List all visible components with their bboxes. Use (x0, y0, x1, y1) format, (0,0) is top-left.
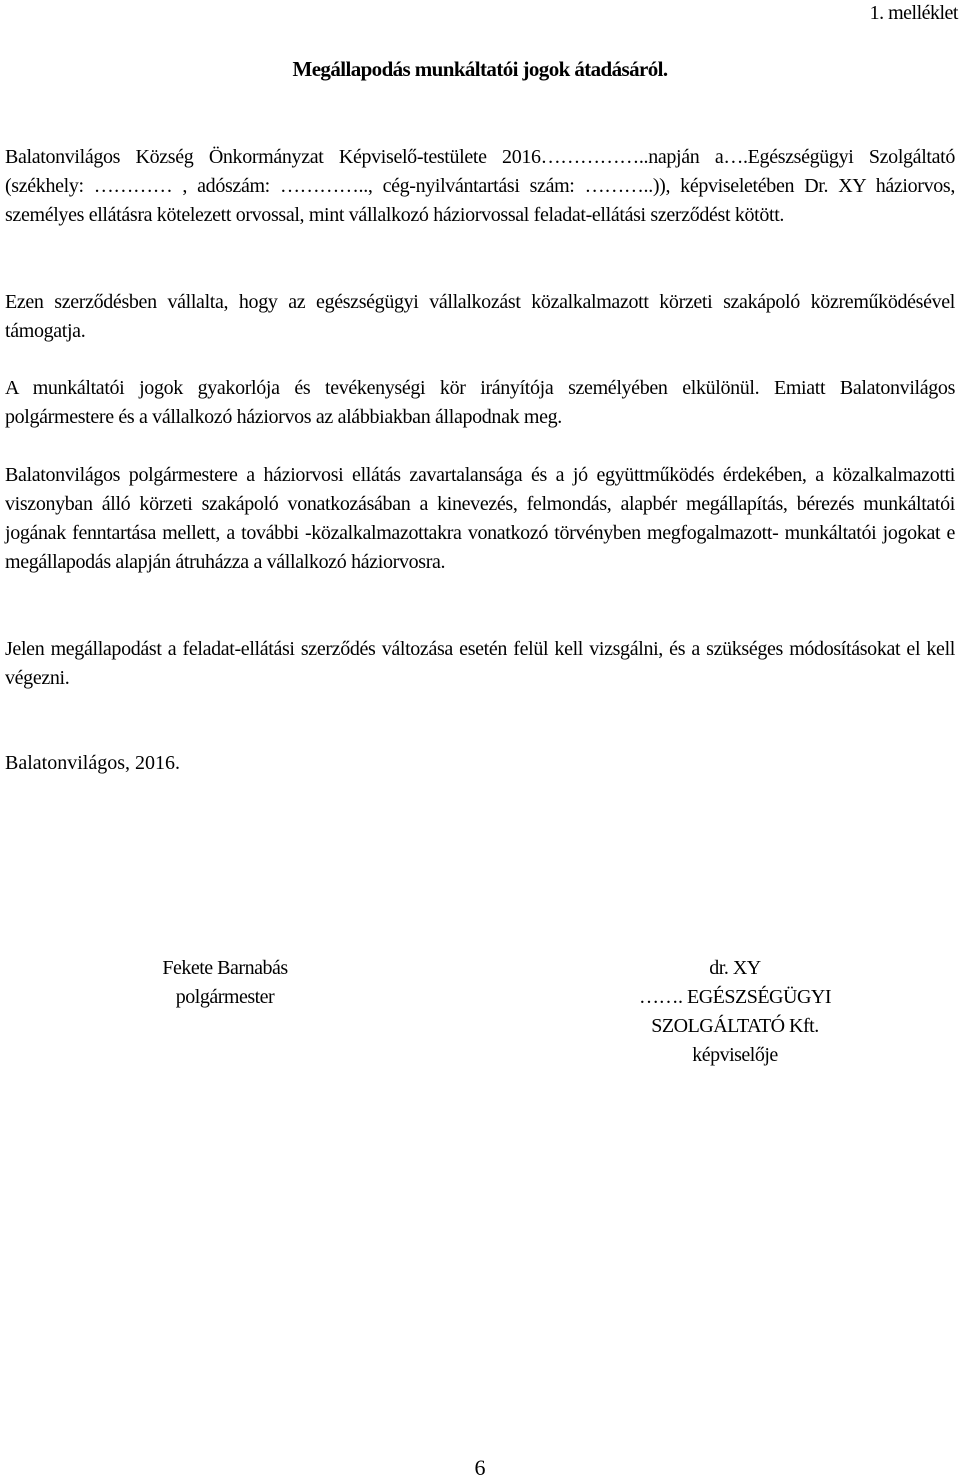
paragraph-transfer-of-rights: Balatonvilágos polgármestere a háziorvosi ellátás zavartalansága és a jó együttműködés érdekében, a közalkalmazotti viszonyban álló körzeti szakápoló vonatkozásában a kinevezés, felmondás, alapbér megállapítás, bérezés munkáltatói jogának fenntartása mellett, a további -közalkalmazottakra vonatkozó törvényben megfogalmazott- munkáltatói jogokat e megállapodás alapján átruházza a vállalkozó háziorvosra. (5, 464, 955, 573)
place-and-date: Balatonvilágos, 2016. (5, 752, 180, 774)
signatory-name: Fekete Barnabás (162, 957, 288, 979)
signatory-organization-line2: SZOLGÁLTATÓ Kft. (651, 1015, 819, 1037)
signatory-organization-line1: ……. EGÉSZSÉGÜGYI (639, 986, 831, 1008)
document-title: Megállapodás munkáltatói jogok átadásáról. (292, 57, 668, 81)
paragraph-undertaking: Ezen szerződésben vállalta, hogy az egészségügyi vállalkozást közalkalmazott körzeti szakápoló közreműködésével támogatja. (5, 291, 955, 342)
signature-block-mayor (130, 954, 320, 1012)
signatory-role: képviselője (692, 1044, 778, 1066)
page-number: 6 (474, 1455, 486, 1480)
signature-block-provider (580, 954, 890, 1070)
paragraph-contract: Balatonvilágos Község Önkormányzat Képviselő-testülete 2016……………..napján a….Egészségügyi Szolgáltató (székhely: ………… , adószám: ………….., cég-nyilvántartási szám: ………..)), képviseletében Dr. XY háziorvos, személyes ellátásra kötelezett orvossal, mint vállalkozó háziorvossal feladat-ellátási szerződést kötött. (5, 146, 955, 226)
signatory-name: dr. XY (709, 957, 761, 979)
paragraph-review-clause: Jelen megállapodást a feladat-ellátási szerződés változása esetén felül kell vizsgálni, és a szükséges módosításokat el kell végezni. (5, 638, 955, 689)
paragraph-employer-rights: A munkáltatói jogok gyakorlója és tevékenységi kör irányítója személyében elkülönül. Emiatt Balatonvilágos polgármestere és a vállalkozó háziorvos az alábbiakban állapodnak meg. (5, 377, 955, 428)
annex-label: 1. melléklet (869, 2, 958, 24)
signatory-role: polgármester (175, 986, 275, 1008)
